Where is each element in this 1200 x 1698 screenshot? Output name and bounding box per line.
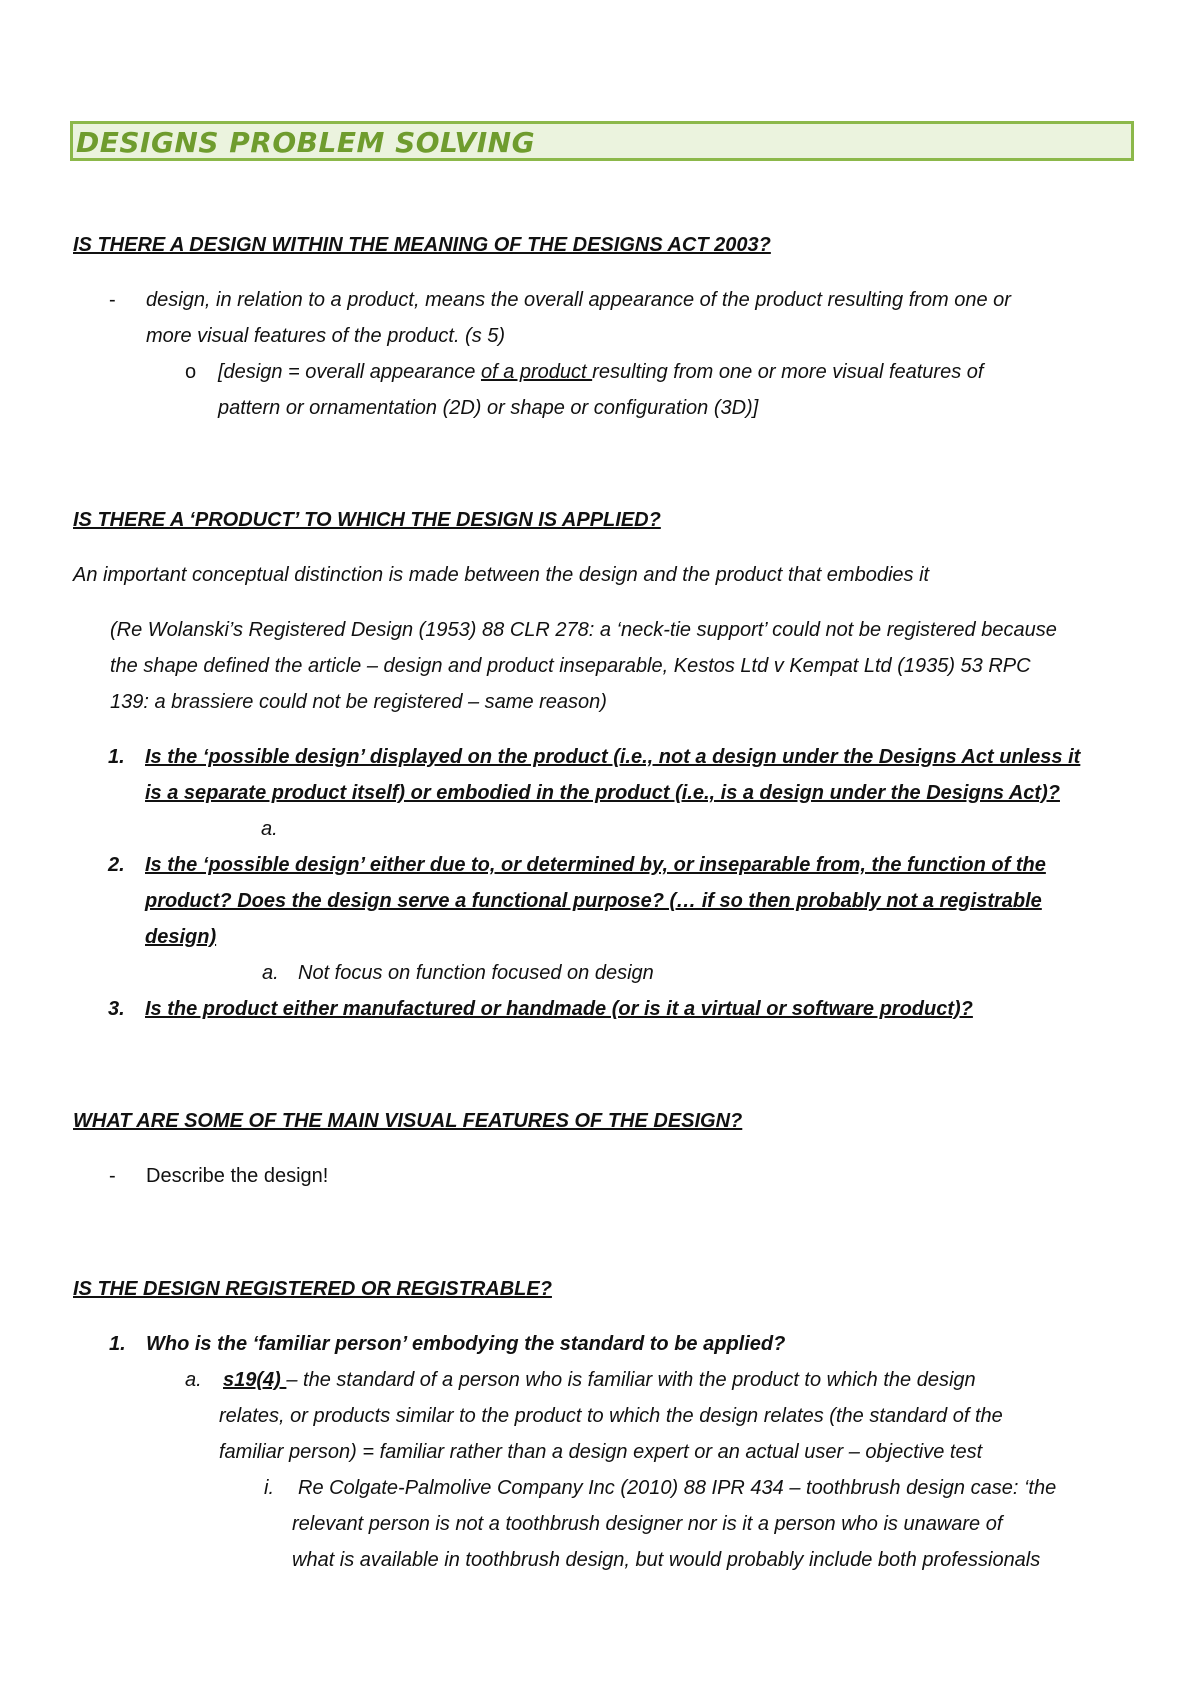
list-marker: 1. xyxy=(109,1333,126,1355)
list-item-text: design) xyxy=(145,926,217,948)
section-heading: WHAT ARE SOME OF THE MAIN VISUAL FEATURES OF THE DESIGN? xyxy=(73,1110,743,1132)
title-box xyxy=(70,121,1134,161)
cases-paragraph: 139: a brassiere could not be registered – same reason) xyxy=(110,691,607,713)
list-item-text: Who is the ‘familiar person’ embodying the standard to be applied? xyxy=(146,1333,786,1355)
sub-list-text: Not focus on function focused on design xyxy=(298,962,654,984)
paragraph: An important conceptual distinction is made between the design and the product that embodies it xyxy=(73,564,930,586)
sub-bullet-text xyxy=(218,359,983,385)
sub-sub-list-text: what is available in toothbrush design, but would probably include both professionals xyxy=(292,1549,1041,1571)
sub-list-text: relates, or products similar to the product to which the design relates (the standard of the xyxy=(219,1405,1003,1427)
sub-list-text xyxy=(223,1367,976,1393)
sub-list-text: familiar person) = familiar rather than a design expert or an actual user – objective test xyxy=(219,1441,983,1463)
bullet-marker: - xyxy=(109,1165,116,1187)
list-item-text: is a separate product itself) or embodied in the product (i.e., is a design under the Designs Act)? xyxy=(145,782,1060,804)
text-span: resulting from one or more visual features of xyxy=(592,361,984,383)
sub-list-marker: a. xyxy=(261,818,278,840)
sub-sub-list-marker: i. xyxy=(264,1477,274,1499)
list-marker: 1. xyxy=(108,746,125,768)
page-title: DESIGNS PROBLEM SOLVING xyxy=(76,126,536,159)
list-item-text: Is the product either manufactured or handmade (or is it a virtual or software product)? xyxy=(145,998,973,1020)
cases-paragraph: the shape defined the article – design and product inseparable, Kestos Ltd v Kempat Ltd (1935) 53 RPC xyxy=(110,655,1031,677)
section-reference: s19(4) xyxy=(223,1369,287,1391)
section-heading: IS THERE A DESIGN WITHIN THE MEANING OF THE DESIGNS ACT 2003? xyxy=(73,234,771,256)
list-marker: 2. xyxy=(108,854,125,876)
list-marker: 3. xyxy=(108,998,125,1020)
text-span: – the standard of a person who is familiar with the product to which the design xyxy=(286,1369,976,1391)
list-item-text: Is the ‘possible design’ either due to, or determined by, or inseparable from, the function of the xyxy=(145,854,1046,876)
section-heading: IS THERE A ‘PRODUCT’ TO WHICH THE DESIGN IS APPLIED? xyxy=(73,509,661,531)
list-item-text: product? Does the design serve a functional purpose? (… if so then probably not a registrable xyxy=(145,890,1042,912)
list-item-text: Is the ‘possible design’ displayed on the product (i.e., not a design under the Designs Act unless it xyxy=(145,746,1081,768)
bullet-text: design, in relation to a product, means the overall appearance of the product resulting from one or xyxy=(146,289,1011,311)
sub-sub-list-text: relevant person is not a toothbrush designer nor is it a person who is unaware of xyxy=(292,1513,1003,1535)
text-span: [design = overall appearance xyxy=(218,361,481,383)
bullet-marker: - xyxy=(109,289,116,311)
section-heading: IS THE DESIGN REGISTERED OR REGISTRABLE? xyxy=(73,1278,552,1300)
sub-list-marker: a. xyxy=(262,962,279,984)
sub-sub-list-text: Re Colgate-Palmolive Company Inc (2010) 88 IPR 434 – toothbrush design case: ‘the xyxy=(298,1477,1057,1499)
cases-paragraph: (Re Wolanski’s Registered Design (1953) 88 CLR 278: a ‘neck-tie support’ could not be registered because xyxy=(110,619,1057,641)
underlined-text: of a product xyxy=(480,361,593,383)
bullet-text: more visual features of the product. (s 5) xyxy=(146,325,506,347)
sub-bullet-text: pattern or ornamentation (2D) or shape or configuration (3D)] xyxy=(218,397,759,419)
sub-list-marker: a. xyxy=(185,1369,202,1391)
sub-bullet-marker: o xyxy=(185,361,197,383)
bullet-text: Describe the design! xyxy=(146,1165,329,1187)
